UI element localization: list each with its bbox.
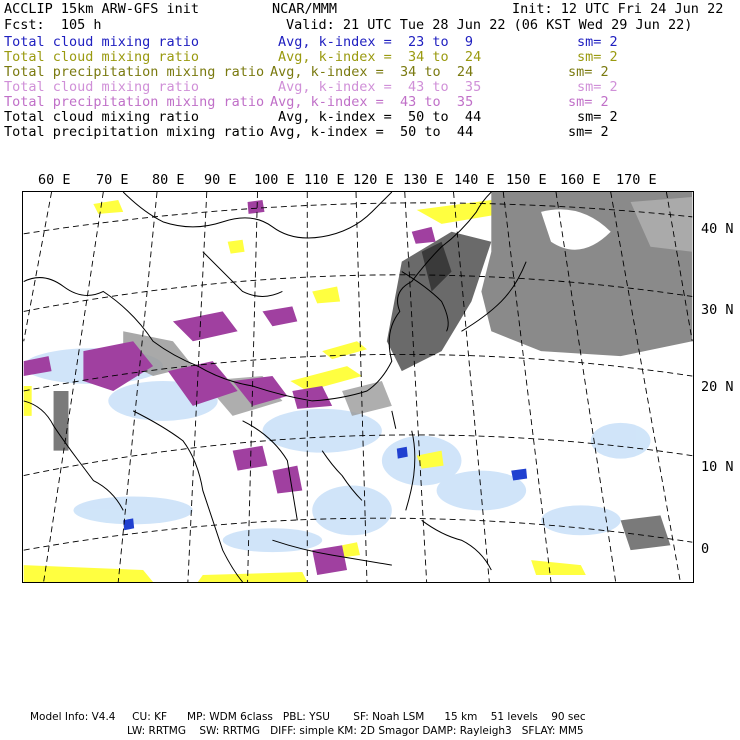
legend-row-sm: sm= 2 [568,94,609,110]
legend-row: Total precipitation mixing ratio [4,94,265,110]
legend-row-avg: Avg, k-index = 50 to 44 [270,124,474,140]
valid-time: Valid: 21 UTC Tue 28 Jun 22 (06 KST Wed 29 Jun 22) [286,17,693,33]
map-panel [22,191,694,583]
lat-label: 0 [701,541,710,557]
lat-label: 10 N [701,459,734,475]
legend-row-sm: sm= 2 [577,34,618,50]
forecast-hour: Fcst: 105 h [4,17,102,33]
lon-label: 90 E [204,172,237,188]
lon-label: 150 E [506,172,547,188]
legend-row-avg: Avg, k-index = 23 to 9 [278,34,474,50]
lon-label: 170 E [616,172,657,188]
legend-row: Total precipitation mixing ratio [4,124,265,140]
lon-label: 100 E [254,172,295,188]
model-title: ACCLIP 15km ARW-GFS init [4,1,200,17]
init-time: Init: 12 UTC Fri 24 Jun 22 [512,1,724,17]
lon-label: 60 E [38,172,71,188]
lon-label: 80 E [152,172,185,188]
lat-label: 20 N [701,379,734,395]
legend-row: Total precipitation mixing ratio [4,64,265,80]
lon-label: 130 E [403,172,444,188]
legend-row-avg: Avg, k-index = 43 to 35 [278,79,482,95]
lon-label: 70 E [96,172,129,188]
lon-label: 160 E [560,172,601,188]
legend-row: Total cloud mixing ratio [4,109,200,125]
legend-row-avg: Avg, k-index = 34 to 24 [270,64,474,80]
legend-row-avg: Avg, k-index = 50 to 44 [278,109,482,125]
legend-row: Total cloud mixing ratio [4,79,200,95]
lat-label: 40 N [701,221,734,237]
legend-row-sm: sm= 2 [577,109,618,125]
lat-label: 30 N [701,302,734,318]
legend-row: Total cloud mixing ratio [4,34,200,50]
footer-physics-info: LW: RRTMG SW: RRTMG DIFF: simple KM: 2D Smagor DAMP: Rayleigh3 SFLAY: MM5 [127,725,584,737]
legend-row-sm: sm= 2 [577,79,618,95]
lon-label: 120 E [353,172,394,188]
legend-row-avg: Avg, k-index = 34 to 24 [278,49,482,65]
footer-model-info: Model Info: V4.4 CU: KF MP: WDM 6class PBL: YSU SF: Noah LSM 15 km 51 levels 90 sec [30,711,586,723]
legend-row-avg: Avg, k-index = 43 to 35 [270,94,474,110]
org-label: NCAR/MMM [272,1,338,17]
lon-label: 140 E [454,172,495,188]
legend-row-sm: sm= 2 [568,124,609,140]
legend-row: Total cloud mixing ratio [4,49,200,65]
lon-label: 110 E [304,172,345,188]
legend-row-sm: sm= 2 [568,64,609,80]
legend-row-sm: sm= 2 [577,49,618,65]
